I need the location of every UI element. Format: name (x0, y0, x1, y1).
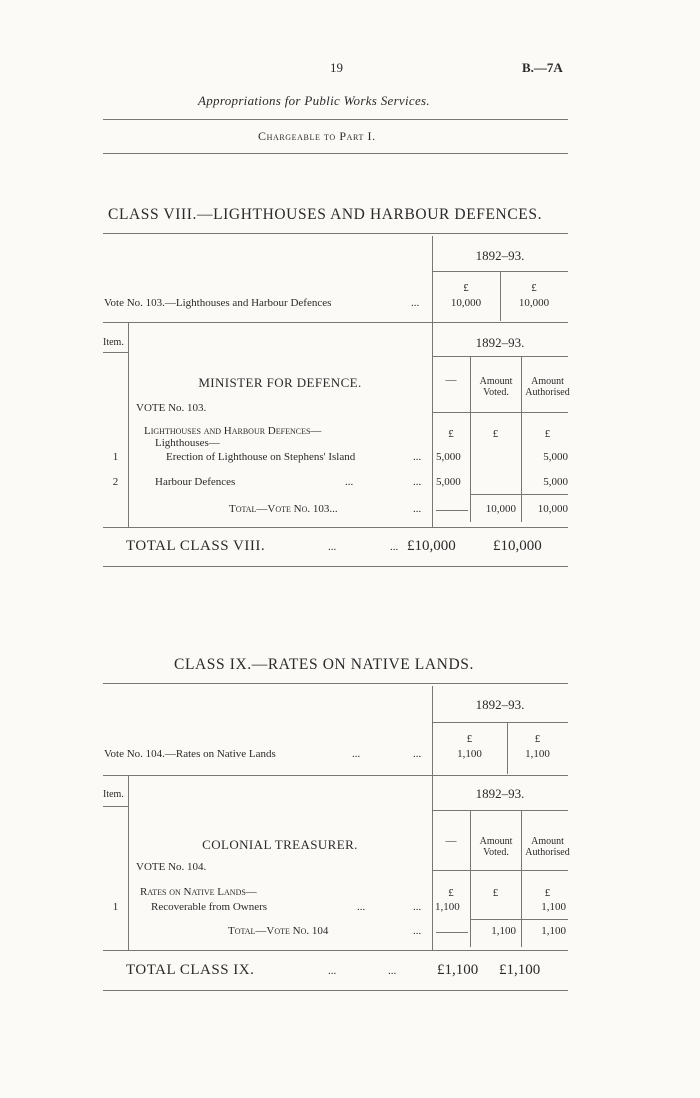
total-class-label: TOTAL CLASS VIII. (126, 538, 266, 554)
leader-dots: ... (388, 965, 397, 977)
rule (470, 494, 568, 495)
leader-dots: ... (328, 541, 337, 553)
item-description: Recoverable from Owners (151, 901, 268, 913)
amount-authorised-header: Amount Authorised (525, 836, 570, 858)
total-vote-text: Total—Vote No. 103... (229, 503, 338, 515)
leader-dots: ... (357, 901, 366, 913)
item-column-header: Item. (103, 337, 124, 348)
year-header: 1892–93. (475, 697, 525, 712)
detail-year-header: 1892–93. (475, 786, 525, 801)
column-divider (128, 322, 129, 527)
item-number: 1 (112, 901, 119, 913)
detail-year-header: 1892–93. (475, 335, 525, 350)
rule (432, 412, 568, 413)
pound-symbol: £ (448, 887, 454, 899)
pound-symbol: £ (531, 282, 537, 294)
leader-dots: ... (413, 748, 422, 760)
rule (103, 233, 568, 234)
amount-voted-header: Amount Voted. (479, 836, 513, 858)
rule (103, 683, 568, 684)
rule (432, 356, 568, 357)
total-vote-label (229, 503, 338, 515)
rule (470, 919, 568, 920)
item-number: 1 (112, 451, 119, 463)
amount-voted-header: Amount Voted. (479, 376, 513, 398)
rule (436, 932, 468, 933)
item-number: 2 (112, 476, 119, 488)
column-divider (432, 322, 433, 527)
department-heading: MINISTER FOR DEFENCE. (198, 375, 362, 390)
item-description: Harbour Defences (155, 476, 236, 488)
year-header: 1892–93. (475, 248, 525, 263)
total-vote-authorised: 10,000 (537, 503, 568, 515)
column-divider (500, 271, 501, 321)
class-title: CLASS VIII.—LIGHTHOUSES AND HARBOUR DEFENCES. (108, 206, 543, 223)
page-subtitle: Appropriations for Public Works Services. (198, 93, 430, 108)
rule (103, 775, 568, 776)
rule (103, 527, 568, 528)
vote-amount-voted: 1,100 (457, 748, 482, 760)
section-heading: Rates on Native Lands— (140, 886, 257, 898)
leader-dots: ... (345, 476, 354, 488)
rule (103, 566, 568, 567)
leader-dots: ... (413, 503, 422, 515)
leader-dots: ... (413, 925, 422, 937)
total-vote-authorised: 1,100 (541, 925, 566, 937)
item-column-header: Item. (103, 789, 124, 800)
page-number: 19 (330, 60, 343, 75)
pound-symbol: £ (448, 428, 454, 440)
leader-dots: ... (413, 451, 422, 463)
vote-amount-authorised: 10,000 (518, 297, 550, 309)
vote-number: VOTE No. 104. (136, 861, 207, 873)
class-title: CLASS IX.—RATES ON NATIVE LANDS. (174, 656, 474, 673)
subsection-heading: Lighthouses— (155, 437, 220, 449)
leader-dots: ... (328, 965, 337, 977)
total-class-label: TOTAL CLASS IX. (126, 962, 255, 978)
rule (103, 119, 568, 120)
rule (432, 870, 568, 871)
total-class-voted: £10,000 (407, 538, 456, 554)
department-heading: COLONIAL TREASURER. (202, 837, 358, 852)
column-divider (128, 775, 129, 950)
pound-symbol: £ (544, 887, 551, 899)
leader-dots: ... (390, 541, 399, 553)
total-class-authorised: £10,000 (493, 538, 542, 554)
pound-symbol: £ (534, 733, 541, 745)
item-authorised: 5,000 (543, 476, 568, 488)
chargeable-heading: Chargeable to Part I. (258, 129, 376, 143)
rule (103, 950, 568, 951)
vote-line: Vote No. 104.—Rates on Native Lands (104, 748, 276, 760)
document-reference: B.—7A (522, 60, 563, 75)
total-vote-label (228, 925, 328, 937)
total-vote-voted: 10,000 (485, 503, 516, 515)
leader-dots: ... (352, 748, 361, 760)
total-class-authorised: £1,100 (499, 962, 541, 978)
dash: — (445, 835, 457, 847)
item-amount: 1,100 (435, 901, 460, 913)
pound-symbol: £ (544, 428, 551, 440)
rule (103, 806, 128, 807)
pound-symbol: £ (492, 887, 499, 899)
pound-symbol: £ (463, 282, 469, 294)
rule (103, 990, 568, 991)
vote-amount-voted: 10,000 (450, 297, 482, 309)
item-description: Erection of Lighthouse on Stephens' Island (166, 451, 356, 463)
vote-amount-authorised: 1,100 (525, 748, 550, 760)
leader-dots: ... (413, 476, 422, 488)
rule (432, 810, 568, 811)
pound-symbol: £ (492, 428, 499, 440)
leader-dots: ... (413, 901, 422, 913)
item-amount: 5,000 (436, 476, 461, 488)
section-heading: Lighthouses and Harbour Defences— (144, 425, 322, 437)
rule (103, 153, 568, 154)
vote-number: VOTE No. 103. (136, 402, 207, 414)
pound-symbol: £ (466, 733, 473, 745)
rule (436, 510, 468, 511)
leader-dots: ... (411, 297, 420, 309)
dash: — (445, 374, 457, 386)
amount-authorised-header: Amount Authorised (525, 376, 570, 398)
item-amount: 5,000 (436, 451, 461, 463)
total-vote-text: Total—Vote No. 104 (228, 925, 329, 937)
total-class-voted: £1,100 (437, 962, 479, 978)
vote-line: Vote No. 103.—Lighthouses and Harbour Defences (104, 297, 332, 309)
rule (432, 722, 568, 723)
total-vote-voted: 1,100 (491, 925, 516, 937)
item-authorised: 5,000 (543, 451, 568, 463)
item-authorised: 1,100 (541, 901, 566, 913)
rule (103, 352, 128, 353)
rule (103, 322, 568, 323)
